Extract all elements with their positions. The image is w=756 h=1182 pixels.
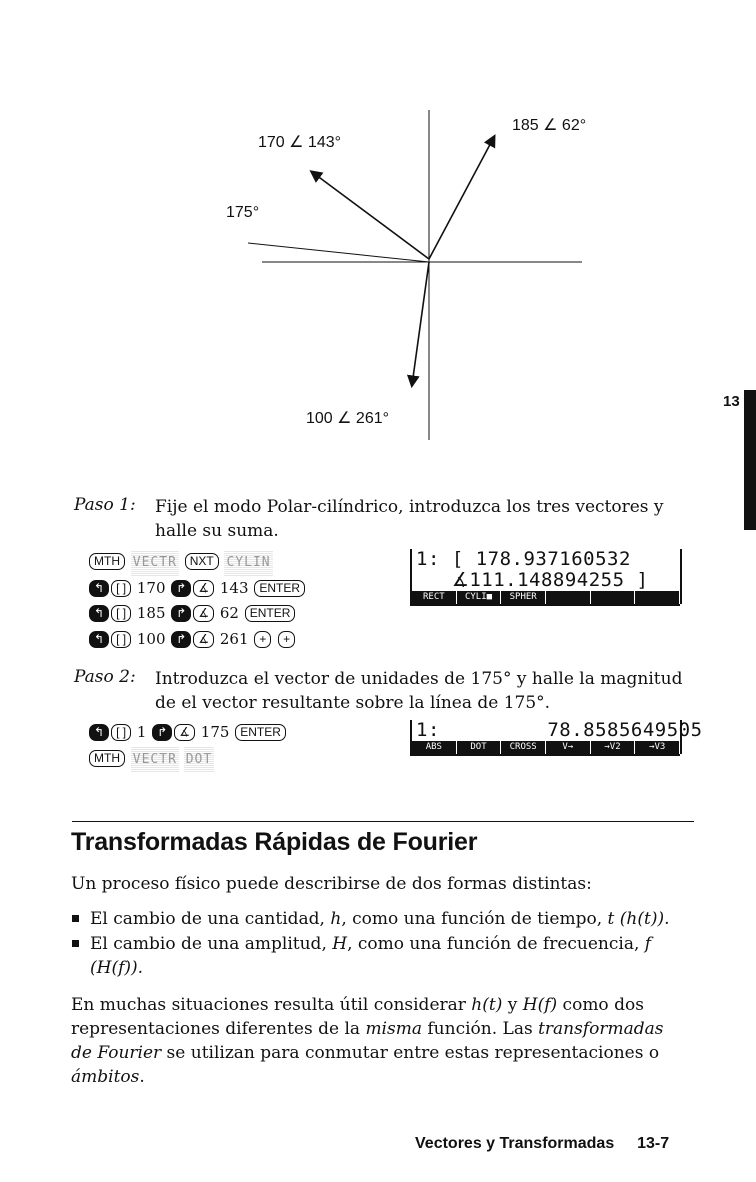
mth-key: MTH: [89, 750, 125, 767]
para-text: y: [502, 995, 523, 1015]
bracket-key: [ ]: [111, 605, 131, 622]
right-shift-key: ↱: [152, 724, 172, 741]
step1-label: Paso 1:: [74, 495, 136, 515]
display-softkeys: [412, 591, 680, 604]
bracket-key: [ ]: [111, 580, 131, 597]
number-entry: 1: [136, 723, 147, 741]
body-paragraph: [71, 993, 681, 1089]
nxt-key: NXT: [185, 553, 219, 570]
step2-calculator-display: [410, 719, 703, 756]
vector-62: [429, 137, 494, 259]
bullet-item: [72, 932, 692, 980]
cylin-menu-key: CYLIN: [224, 550, 272, 576]
keystroke-line: [88, 576, 388, 602]
chapter-tab-number: 13: [723, 393, 740, 410]
dot-menu-key: DOT: [184, 747, 214, 773]
softkey: ABS: [412, 741, 457, 754]
page-footer: [415, 1135, 669, 1153]
bullet-text: El cambio de una amplitud,: [90, 934, 333, 954]
bullet-var: (H(f)).: [90, 958, 144, 978]
angle-key: ∡: [193, 580, 214, 597]
bullet-var: H: [332, 934, 348, 954]
angle-key: ∡: [193, 631, 214, 648]
bullet-item: [72, 907, 702, 931]
softkey: RECT: [412, 591, 457, 604]
bullet-text: , como una función de frecuencia,: [347, 934, 645, 954]
para-text: función. Las: [421, 1019, 539, 1039]
display-line-1: 1: [ 178.937160532: [416, 548, 631, 570]
angle-key: ∡: [174, 724, 195, 741]
step1-calculator-display: [410, 549, 680, 606]
softkey: DOT: [457, 741, 502, 754]
softkey: CYLI■: [457, 591, 502, 604]
enter-key: ENTER: [254, 580, 305, 597]
display-line-2: ∡111.148894255 ]: [416, 569, 649, 591]
mth-key: MTH: [89, 553, 125, 570]
number-entry: 261: [219, 629, 249, 648]
section-divider: [72, 821, 694, 822]
para-text: En muchas situaciones resulta útil considerar: [71, 995, 472, 1015]
vector-143: [312, 172, 429, 259]
para-italic: h(t): [471, 995, 503, 1015]
softkey: [635, 591, 680, 604]
para-text: .: [139, 1067, 145, 1087]
softkey: SPHER: [501, 591, 546, 604]
direction-label-175: 175°: [226, 204, 260, 221]
softkey: [591, 591, 636, 604]
display-softkeys: [412, 741, 680, 754]
number-entry: 170: [136, 578, 166, 597]
left-shift-key: ↰: [89, 605, 109, 622]
step2-text: Introduzca el vector de unidades de 175° y halle la magnitud de el vector resultante sobre la línea de 175°.: [155, 669, 683, 713]
bullet-icon: [72, 940, 79, 947]
para-text: como dos representaciones diferentes de la: [71, 995, 644, 1039]
bracket-key: [ ]: [111, 631, 131, 648]
softkey: V→: [546, 741, 591, 754]
para-italic: misma: [365, 1019, 422, 1039]
bullet-var: t: [607, 909, 615, 929]
para-text: se utilizan para conmutar entre estas representaciones o: [161, 1043, 660, 1063]
vector-diagram: [0, 0, 756, 460]
angle-key: ∡: [193, 605, 214, 622]
para-italic: ámbitos: [71, 1067, 140, 1087]
plus-key: +: [254, 631, 271, 648]
footer-title: Vectores y Transformadas: [415, 1135, 615, 1152]
step1-keystrokes: [88, 549, 388, 652]
keystroke-line: [88, 720, 388, 746]
keystroke-line: [88, 601, 388, 627]
vector-label-62: 185 ∠ 62°: [512, 117, 587, 134]
left-shift-key: ↰: [89, 724, 109, 741]
enter-key: ENTER: [245, 605, 296, 622]
plus-key: +: [278, 631, 295, 648]
vectr-menu-key: VECTR: [131, 747, 179, 773]
para-italic: H(f): [522, 995, 558, 1015]
softkey: →V2: [591, 741, 636, 754]
bullet-var: (h(t)).: [614, 909, 670, 929]
left-shift-key: ↰: [89, 580, 109, 597]
section-heading: Transformadas Rápidas de Fourier: [71, 828, 478, 856]
number-entry: 143: [219, 578, 249, 597]
enter-key: ENTER: [235, 724, 286, 741]
chapter-tab-bar: [744, 390, 756, 530]
number-entry: 175: [200, 723, 230, 741]
keystroke-line: [88, 746, 388, 773]
bullet-icon: [72, 915, 79, 922]
vector-label-261: 100 ∠ 261°: [306, 410, 390, 427]
display-line-1: 1: 78.8585649505: [416, 719, 703, 741]
vector-label-143: 170 ∠ 143°: [258, 134, 342, 151]
softkey: [546, 591, 591, 604]
bullet-var: f: [644, 934, 652, 954]
softkey: →V3: [635, 741, 680, 754]
bullet-text: , como una función de tiempo,: [341, 909, 608, 929]
softkey: CROSS: [501, 741, 546, 754]
intro-paragraph: Un proceso físico puede describirse de dos formas distintas:: [71, 874, 592, 894]
line-175-degrees: [248, 243, 429, 262]
bullet-var: h: [330, 909, 342, 929]
number-entry: 62: [219, 604, 239, 622]
bullet-text: El cambio de una cantidad,: [90, 909, 331, 929]
step2-keystrokes: [88, 720, 388, 772]
para-italic: transformadas de Fourier: [71, 1019, 664, 1063]
right-shift-key: ↱: [171, 605, 191, 622]
vector-261: [412, 262, 429, 385]
right-shift-key: ↱: [171, 631, 191, 648]
right-shift-key: ↱: [171, 580, 191, 597]
step1-text: Fije el modo Polar-cilíndrico, introduzca los tres vectores y halle su suma.: [155, 497, 664, 541]
bracket-key: [ ]: [111, 724, 131, 741]
number-entry: 100: [136, 629, 166, 648]
keystroke-line: [88, 627, 388, 653]
step2-label: Paso 2:: [74, 667, 136, 687]
number-entry: 185: [136, 604, 166, 622]
left-shift-key: ↰: [89, 631, 109, 648]
vectr-menu-key: VECTR: [131, 550, 179, 576]
keystroke-line: [88, 549, 388, 576]
footer-page-number: 13-7: [637, 1135, 670, 1152]
